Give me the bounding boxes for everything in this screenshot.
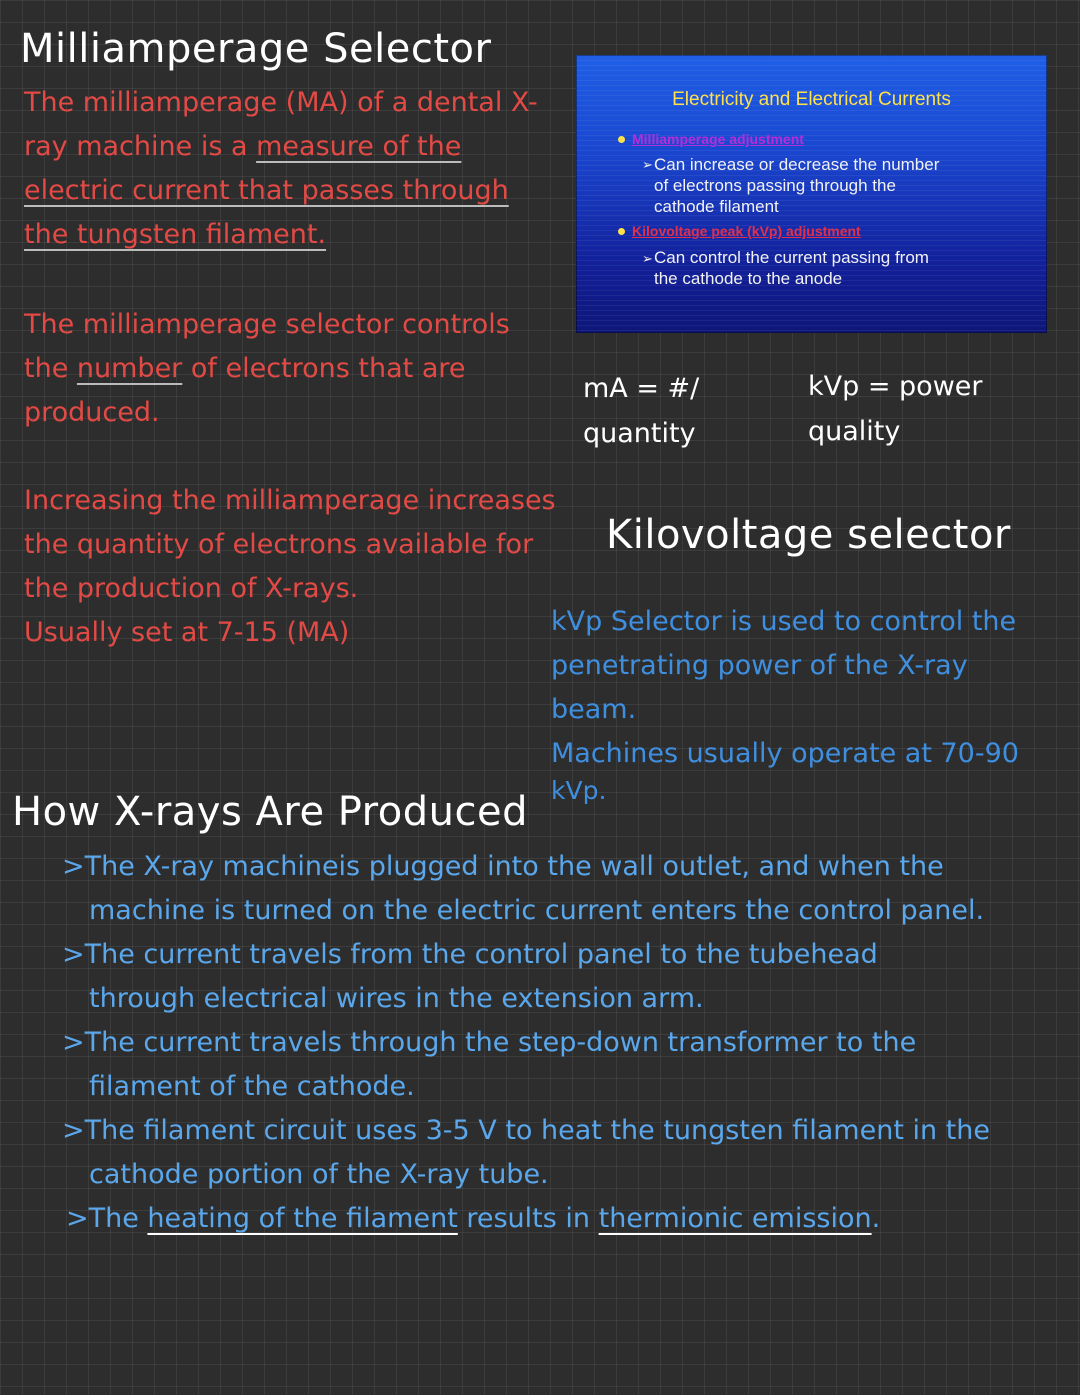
production-steps <box>62 845 990 1241</box>
step-item <box>62 1021 990 1109</box>
text-line: quantity <box>583 418 696 449</box>
slide-subtext <box>654 154 939 217</box>
text-line: penetrating power of the X-ray <box>551 650 968 681</box>
text-line: kVp Selector is used to control the <box>551 606 1017 637</box>
kilovoltage-title: Kilovoltage selector <box>606 512 1011 558</box>
milliamperage-title: Milliamperage Selector <box>20 26 492 72</box>
slide-bullet-kilovoltage: Kilovoltage peak (kVp) adjustment <box>632 223 861 239</box>
arrow-icon: ➢ <box>642 251 653 266</box>
step-item <box>62 845 990 933</box>
text-line: beam. <box>551 694 637 725</box>
underlined-text: electric current that passes through <box>24 175 509 206</box>
underlined-text: measure of the <box>256 131 462 162</box>
text-line: Can control the current passing from <box>654 248 929 267</box>
step-item <box>62 933 990 1021</box>
kvp-note <box>808 364 983 454</box>
text-line: >The current travels through the step-down transformer to the <box>62 1027 917 1058</box>
text-span: of electrons that are <box>182 353 466 384</box>
text-line: machine is turned on the electric current enters the control panel. <box>89 895 985 926</box>
slide-subtext <box>654 247 929 289</box>
ma-note <box>583 366 699 456</box>
text-line: Can increase or decrease the number <box>654 155 940 174</box>
text-line: kVp. <box>551 776 607 805</box>
text-span: ray machine is a <box>24 131 257 162</box>
text-line <box>24 125 538 169</box>
production-title: How X-rays Are Produced <box>12 789 528 835</box>
text-line: mA = #/ <box>583 373 700 404</box>
text-span: results in <box>457 1203 599 1234</box>
text-line: Machines usually operate at 70-90 <box>551 738 1019 769</box>
underlined-text: thermionic emission <box>598 1203 872 1234</box>
slide-title: Electricity and Electrical Currents <box>672 89 951 110</box>
text-line: produced. <box>24 397 160 428</box>
text-line: >The filament circuit uses 3-5 V to heat the tungsten filament in the <box>62 1115 991 1146</box>
text-line: The milliamperage (MA) of a dental X- <box>24 87 538 118</box>
text-line: >The X-ray machineis plugged into the wall outlet, and when the <box>62 851 944 882</box>
text-span: the <box>24 353 77 384</box>
milliamperage-definition <box>24 81 538 257</box>
kilovoltage-description <box>551 600 1019 806</box>
text-line: The milliamperage selector controls <box>24 309 510 340</box>
text-line: the quantity of electrons available for <box>24 529 534 560</box>
milliamperage-increase <box>24 479 556 655</box>
arrow-icon: ➢ <box>642 157 653 172</box>
text-line: filament of the cathode. <box>89 1071 415 1102</box>
bullet-dot-icon <box>618 228 625 235</box>
text-line: the cathode to the anode <box>654 269 843 288</box>
text-line: the production of X-rays. <box>24 573 359 604</box>
slide-image <box>576 55 1047 333</box>
text-line: cathode filament <box>654 197 779 216</box>
underlined-text: number <box>76 353 183 384</box>
step-item <box>62 1197 990 1241</box>
text-line: >The current travels from the control panel to the tubehead <box>62 939 878 970</box>
text-span: >The <box>66 1203 148 1234</box>
text-line: through electrical wires in the extension arm. <box>89 983 704 1014</box>
underlined-text: heating of the filament <box>147 1203 458 1234</box>
step-item <box>62 1109 990 1197</box>
underlined-text: the tungsten filament. <box>24 219 327 250</box>
text-line <box>24 347 510 391</box>
bullet-dot-icon <box>618 136 625 143</box>
text-line: cathode portion of the X-ray tube. <box>89 1159 549 1190</box>
text-line: quality <box>808 416 901 447</box>
text-line: of electrons passing through the <box>654 176 896 195</box>
text-span: . <box>871 1203 881 1234</box>
slide-bullet-milliamperage: Milliamperage adjustment <box>632 131 804 147</box>
text-line: Usually set at 7-15 (MA) <box>24 617 350 648</box>
milliamperage-controls <box>24 303 510 435</box>
text-line: Increasing the milliamperage increases <box>24 485 556 516</box>
text-line: kVp = power <box>808 371 983 402</box>
